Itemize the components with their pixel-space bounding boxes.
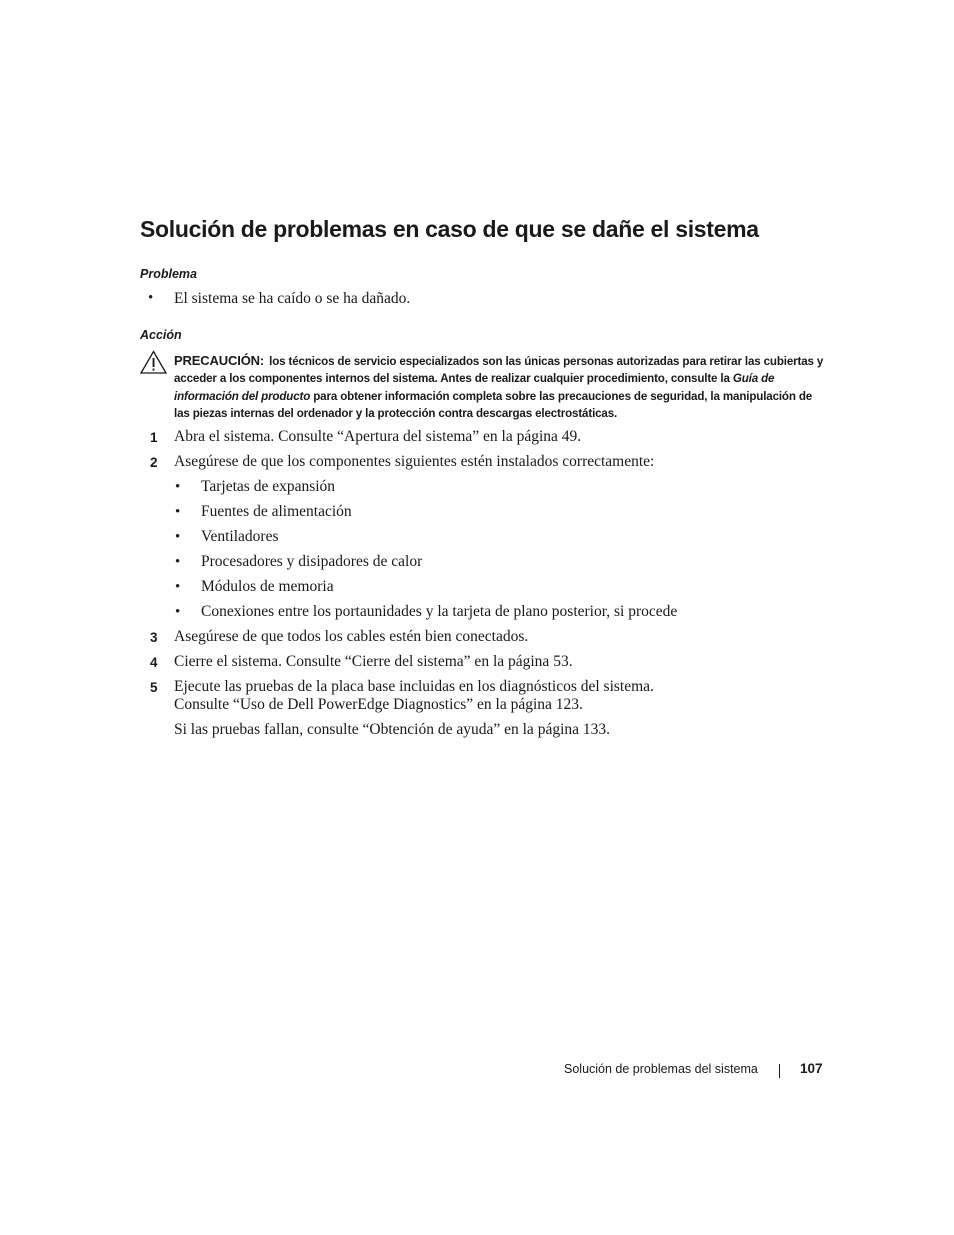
bullet: • [175,479,181,495]
page-title: Solución de problemas en caso de que se dañe el sistema [140,216,759,242]
bullet: • [175,504,181,520]
product-info-guide-title: Guía de información del producto [174,372,775,403]
step-number: 1 [150,430,158,445]
step-text-line2: Consulte “Uso de Dell PowerEdge Diagnostics” en la página 123. [174,696,583,713]
list-item: Módulos de memoria [201,578,334,595]
step-text: Cierre el sistema. Consulte “Cierre del sistema” en la página 53. [174,653,573,670]
list-item: Tarjetas de expansión [201,478,336,495]
bullet: • [175,604,181,620]
bullet: • [148,290,154,306]
caution-label: PRECAUCIÓN: [174,353,265,368]
list-item: Conexiones entre los portaunidades y la tarjeta de plano posterior, si procede [201,603,678,620]
action-heading: Acción [140,328,182,342]
step-number: 5 [150,680,158,695]
caution-notice [174,352,824,422]
step-number: 3 [150,630,158,645]
problem-heading: Problema [140,267,197,281]
step-text-line1: Ejecute las pruebas de la placa base incluidas en los diagnósticos del sistema. [174,678,654,695]
caution-text-part2: para obtener información completa sobre las precauciones de seguridad, la manipulación de las piezas internas del ordenador y la protección contra descargas electrostáticas. [174,389,813,420]
step-number: 2 [150,455,158,470]
footer-separator [779,1064,780,1078]
step-text: Asegúrese de que los componentes siguientes estén instalados correctamente: [174,453,655,470]
problem-item: El sistema se ha caído o se ha dañado. [174,290,411,307]
footer-section-title: Solución de problemas del sistema [564,1062,758,1076]
step-text: Abra el sistema. Consulte “Apertura del sistema” en la página 49. [174,428,582,445]
bullet: • [175,579,181,595]
step-followup: Si las pruebas fallan, consulte “Obtención de ayuda” en la página 133. [174,721,611,738]
list-item: Ventiladores [201,528,279,545]
bullet: • [175,554,181,570]
bullet: • [175,529,181,545]
caution-text-part1: los técnicos de servicio especializados son las únicas personas autorizadas para retirar las cubiertas y acceder a los componentes internos del sistema. Antes de realizar cualquier procedimiento, consulte la [174,355,824,386]
warning-triangle-icon [140,350,167,374]
page-number: 107 [800,1061,823,1076]
step-number: 4 [150,655,158,670]
list-item: Fuentes de alimentación [201,503,352,520]
list-item: Procesadores y disipadores de calor [201,553,423,570]
step-text: Asegúrese de que todos los cables estén bien conectados. [174,628,529,645]
